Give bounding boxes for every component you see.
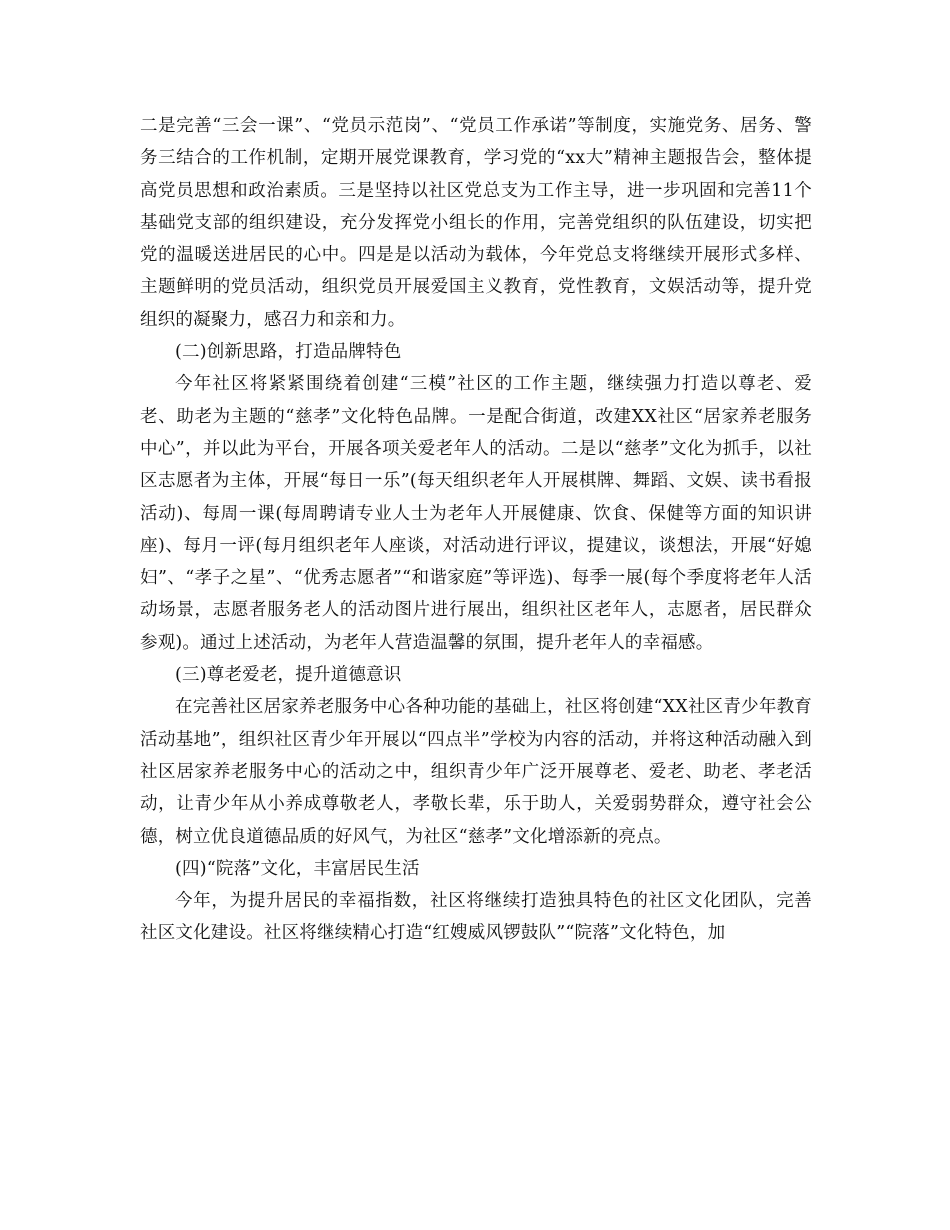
paragraph-brand: 今年社区将紧紧围绕着创建“三模”社区的工作主题，继续强力打造以尊老、爱老、助老为主题的“慈孝”文化特色品牌。一是配合街道，改建XX社区“居家养老服务中心”，并以此为平台，开展各项关爱老年人的活动。二是以“慈孝”文化为抓手，以社区志愿者为主体，开展“每日一乐”(每天组织老年人开展棋牌、舞蹈、文娱、读书看报活动)、每周一课(每周聘请专业人士为老年人开展健康、饮食、保健等方面的知识讲座)、每月一评(每月组织老年人座谈，对活动进行评议，提建议，谈想法，开展“好媳妇”、“孝子之星”、“优秀志愿者”“和谐家庭”等评选)、每季一展(每个季度将老年人活动场景，志愿者服务老人的活动图片进行展出，组织社区老年人，志愿者，居民群众参观)。通过上述活动，为老年人营造温馨的氛围，提升老年人的幸福感。 [140,374,812,653]
section-heading-2: (二)创新思路，打造品牌特色 [175,342,402,363]
document-page [140,110,812,950]
section-heading-4: (四)“院落”文化，丰富居民生活 [175,858,420,879]
paragraph-courtyard-culture: 今年，为提升居民的幸福指数，社区将继续打造独具特色的社区文化团队，完善社区文化建设。社区将继续精心打造“红嫂威风锣鼓队”“院落”文化特色，加 [140,891,812,944]
paragraph-respect-elders: 在完善社区居家养老服务中心各种功能的基础上，社区将创建“XX社区青少年教育活动基地”，组织社区青少年开展以“四点半”学校为内容的活动，并将这种活动融入到社区居家养老服务中心的活动之中，组织青少年广泛开展尊老、爱老、助老、孝老活动，让青少年从小养成尊敬老人，孝敬长辈，乐于助人，关爱弱势群众，遵守社会公德，树立优良道德品质的好风气，为社区“慈孝”文化增添新的亮点。 [140,697,812,847]
paragraph-party-building: 二是完善“三会一课”、“党员示范岗”、“党员工作承诺”等制度，实施党务、居务、警务三结合的工作机制，定期开展党课教育，学习党的“xx大”精神主题报告会，整体提高党员思想和政治素质。三是坚持以社区党总支为工作主导，进一步巩固和完善11个基础党支部的组织建设，充分发挥党小组长的作用，完善党组织的队伍建设，切实把党的温暖送进居民的心中。四是是以活动为载体，今年党总支将继续开展形式多样、主题鲜明的党员活动，组织党员开展爱国主义教育，党性教育，文娱活动等，提升党组织的凝聚力，感召力和亲和力。 [140,116,812,330]
section-heading-3: (三)尊老爱老，提升道德意识 [175,665,402,686]
